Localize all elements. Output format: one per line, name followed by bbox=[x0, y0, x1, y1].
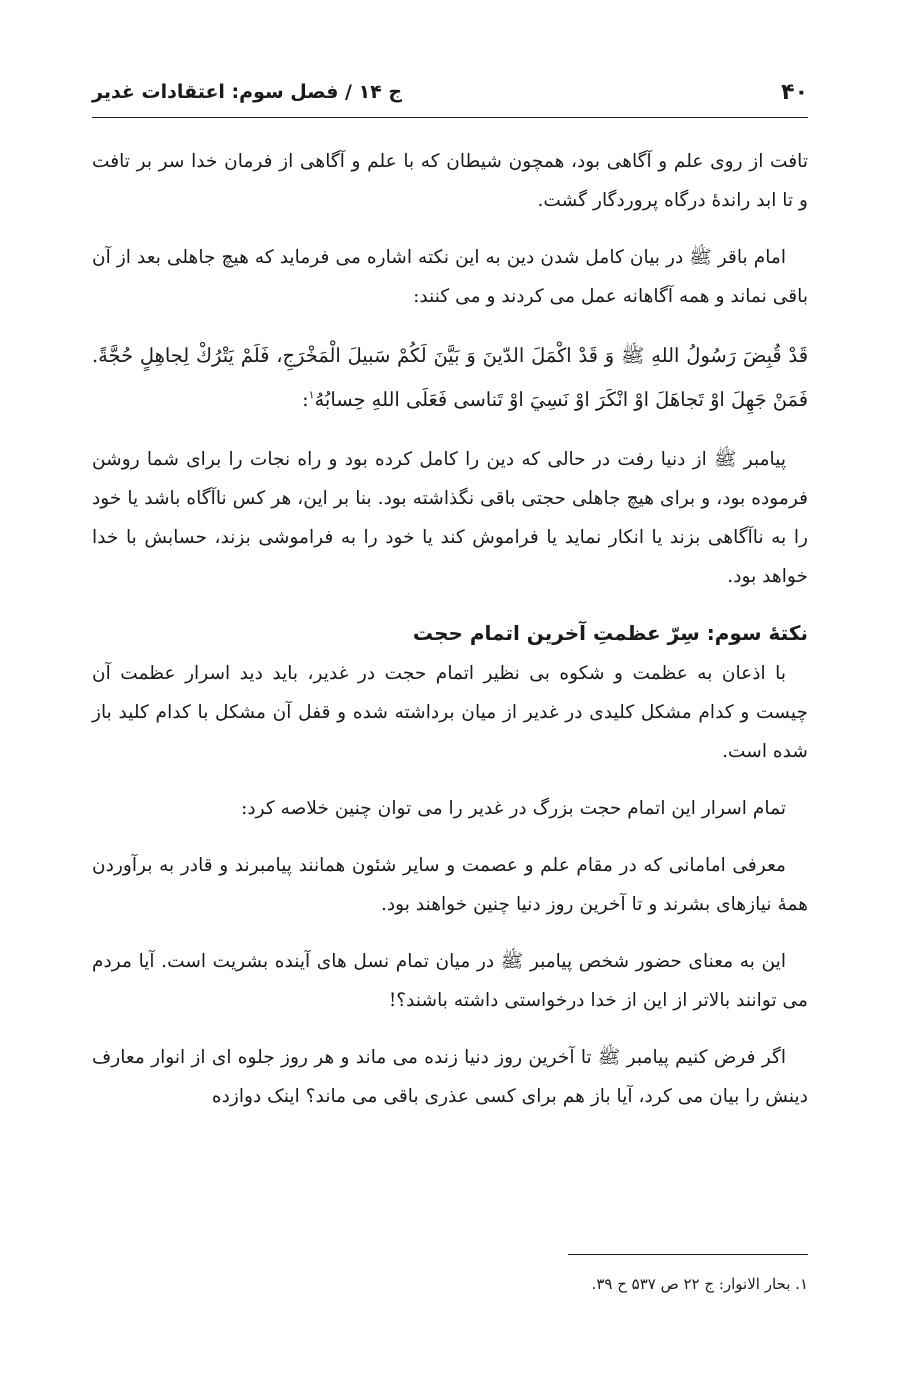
paragraph-5: تمام اسرار این اتمام حجت بزرگ در غدیر را می توان چنین خلاصه کرد: bbox=[241, 798, 786, 819]
footnote-divider bbox=[568, 1254, 808, 1255]
paragraph-7: این به معنای حضور شخص پیامبر ﷺ در میان تمام نسل های آینده بشریت است. آیا مردم می توانند بالاتر از این از خدا درخواستی داشته باشند؟! bbox=[92, 951, 808, 1011]
running-header bbox=[92, 74, 808, 110]
paragraph-2: امام باقر ﷺ در بیان کامل شدن دین به این نکته اشاره می فرماید که هیچ جاهلی بعد از آن باقی نماند و همه آگاهانه عمل می کردند و می کنند: bbox=[92, 247, 808, 307]
body-text bbox=[92, 142, 808, 1134]
paragraph-4: با اذعان به عظمت و شکوه بی نظیر اتمام حجت در غدیر، باید دید اسرار عظمت آن چیست و کدام مشکل کلیدی در غدیر از میان برداشته شده و قفل آن مشکل با کدام کلید باز شده است. bbox=[92, 663, 808, 762]
arabic-hadith bbox=[92, 334, 808, 422]
paragraph-3: پیامبر ﷺ از دنیا رفت در حالی که دین را کامل کرده بود و راه نجات را برای شما روشن فرموده بود، و برای هیچ جاهلی حجتی باقی نگذاشته بود. بنا بر این، هر کس ناآگاه باشد یا خود را به ناآگاهی بزند یا انکار نماید یا فراموش کند یا خود را به فراموشی بزند، حسابش با خدا خواهد بود. bbox=[92, 449, 808, 587]
header-divider bbox=[92, 117, 808, 118]
paragraph-6: معرفی امامانی که در مقام علم و عصمت و سایر شئون همانند پیامبرند و قادر به برآوردن همهٔ نیازهای بشرند و تا آخرین روز دنیا چنین خواهند بود. bbox=[92, 855, 808, 915]
book-page bbox=[92, 0, 808, 1390]
paragraph-8: اگر فرض کنیم پیامبر ﷺ تا آخرین روز دنیا زنده می ماند و هر روز جلوه ای از انوار معارف دینش را بیان می کرد، آیا باز هم برای کسی عذری باقی می ماند؟ اینک دوازده bbox=[92, 1047, 808, 1107]
arabic-hadith-text: قَدْ قُبِضَ رَسُولُ اللهِ ﷺ وَ قَدْ اكْمَلَ الدّينَ وَ بَيَّنَ لَكُمْ سَبيلَ الْمَخْرَجِ، فَلَمْ يَتْرُكْ لِجاهِلٍ حُجَّةً. فَمَنْ جَهِلَ اوْ تَجاهَلَ اوْ انْكَرَ اوْ نَسِيَ اوْ تَناسى فَعَلَى اللهِ حِسابُهُ bbox=[92, 344, 808, 411]
arabic-hadith-end: : bbox=[302, 388, 309, 411]
paragraph-1: تافت از روی علم و آگاهی بود، همچون شیطان که با علم و آگاهی از فرمان خدا سر بر تافت و تا ابد راندهٔ درگاه پروردگار گشت. bbox=[92, 151, 808, 211]
footnote-reference: ۱ bbox=[308, 388, 315, 402]
section-heading: نکتهٔ سوم: سِرّ عظمتِ آخرین اتمام حجت bbox=[412, 621, 808, 645]
footnote: ۱. بحار الانوار: ج ۲۲ ص ۵۳۷ ح ۳۹. bbox=[591, 1275, 808, 1293]
page-number: ۴۰ bbox=[781, 79, 808, 105]
running-title: ج ۱۴ / فصل سوم: اعتقادات غدیر bbox=[92, 81, 403, 103]
